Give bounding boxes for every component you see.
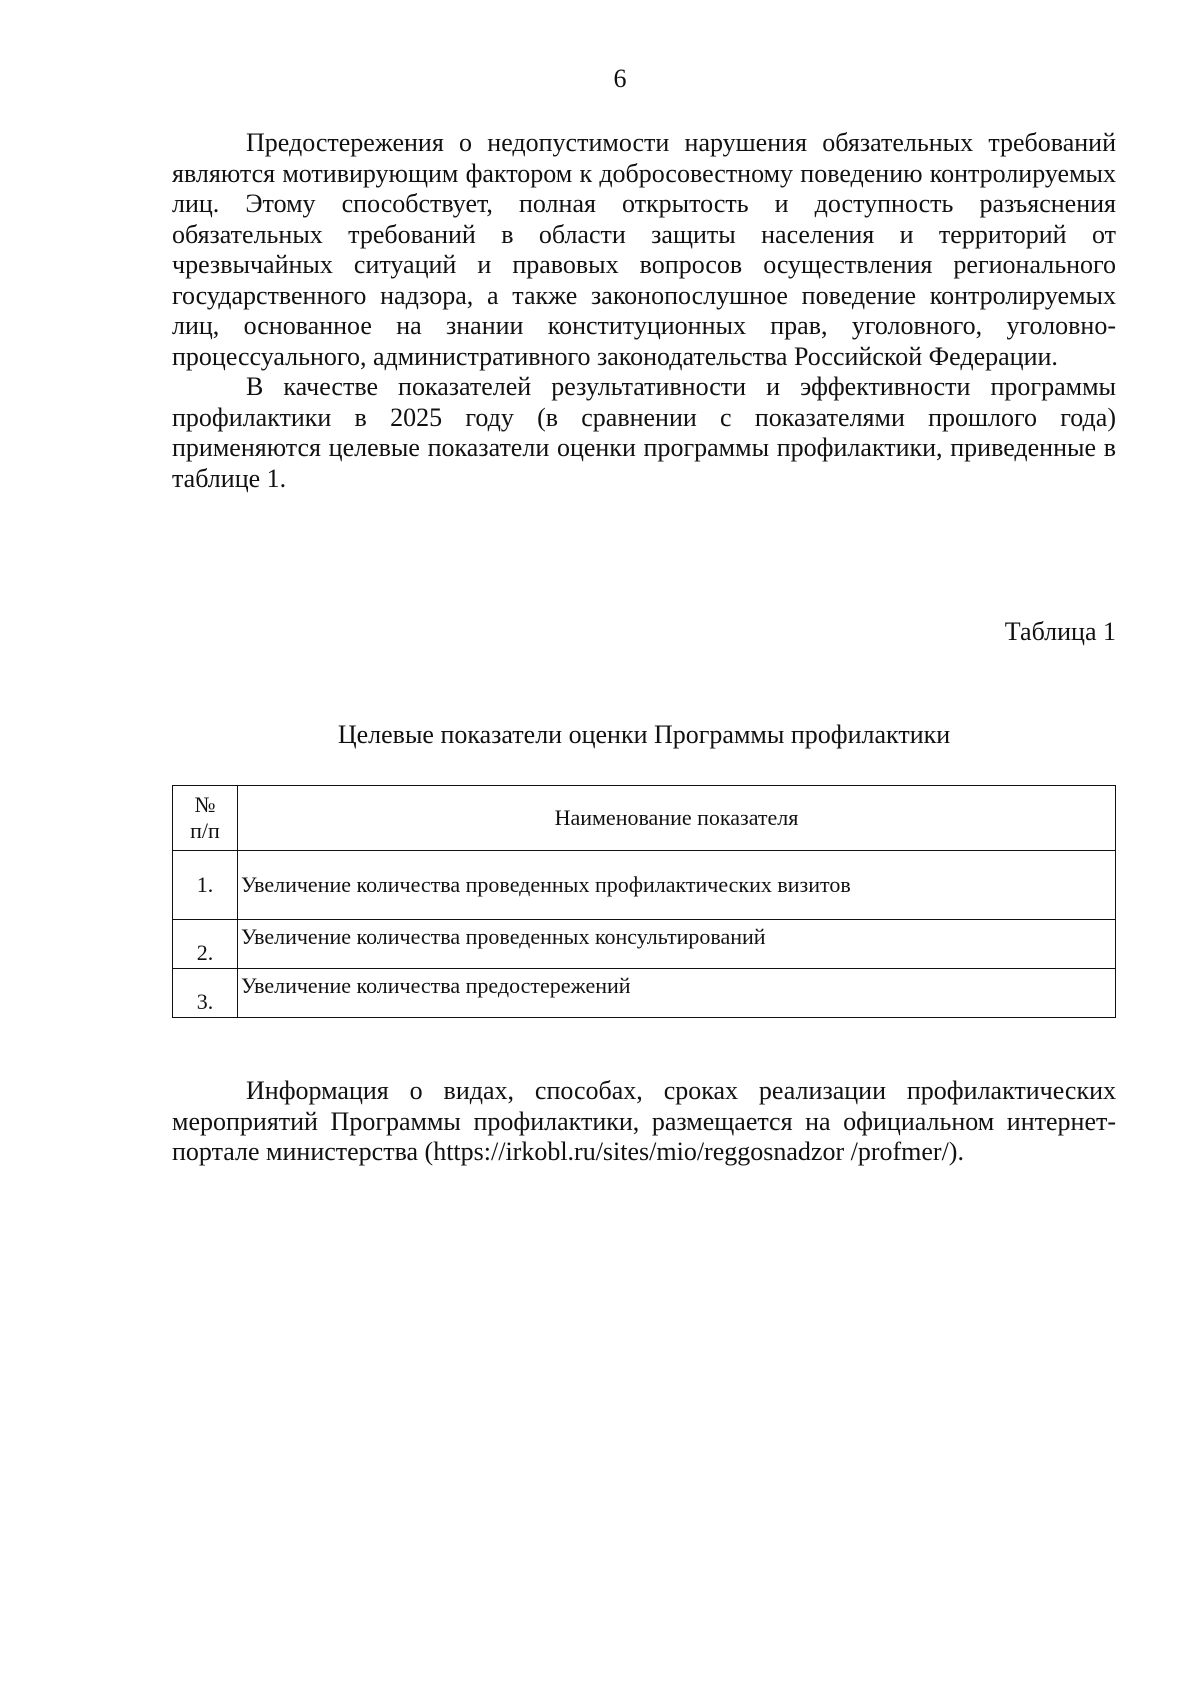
header-name-cell: Наименование показателя [238,786,1116,851]
table-number-label: Таблица 1 [1004,617,1116,646]
paragraph-indicators: В качестве показателей результативности и эффективности программы профилактики в 2025 году (в сравнении с показателями прошлого года) применяются целевые показатели оценки программы профилактики, приведенные в таблице 1. [172,372,1116,493]
paragraph-warnings: Предостережения о недопустимости нарушения обязательных требований являются мотивирующим фактором к добросовестному поведению контролируемых лиц. Этому способствует, полная открытость и доступность разъяснения обязательных требований в области защиты населения и территорий от чрезвычайных ситуаций и правовых вопросов осуществления регионального государственного надзора, а также законопослушное поведение контролируемых лиц, основанное на знании конституционных прав, уголовного, уголовно-процессуального, административного законодательства Российской Федерации. [172,128,1116,371]
intro-text-block [172,128,1116,494]
row-indicator-name: Увеличение количества проведенных консультирований [238,920,1116,969]
row-indicator-name: Увеличение количества предостережений [238,969,1116,1018]
info-text-block [172,1076,1116,1168]
table-row [173,851,1116,920]
row-number: 3. [173,969,238,1018]
row-number: 2. [173,920,238,969]
indicators-table [172,785,1116,1018]
table-row [173,969,1116,1018]
paragraph-portal-info: Информация о видах, способах, сроках реализации профилактических мероприятий Программы профилактики, размещается на официальном интернет-портале министерства (https://irkobl.ru/sites/mio/reggosnadzor /profmer/). [172,1076,1116,1166]
page-number: 6 [613,64,627,93]
table-title: Целевые показатели оценки Программы профилактики [337,720,951,749]
header-number-cell [173,786,238,851]
row-number: 1. [173,851,238,920]
table-row [173,920,1116,969]
table-header-row [173,786,1116,851]
header-number-symbol: № [194,792,216,817]
row-indicator-name: Увеличение количества проведенных профилактических визитов [238,851,1116,920]
header-number-abbrev: п/п [190,818,220,843]
